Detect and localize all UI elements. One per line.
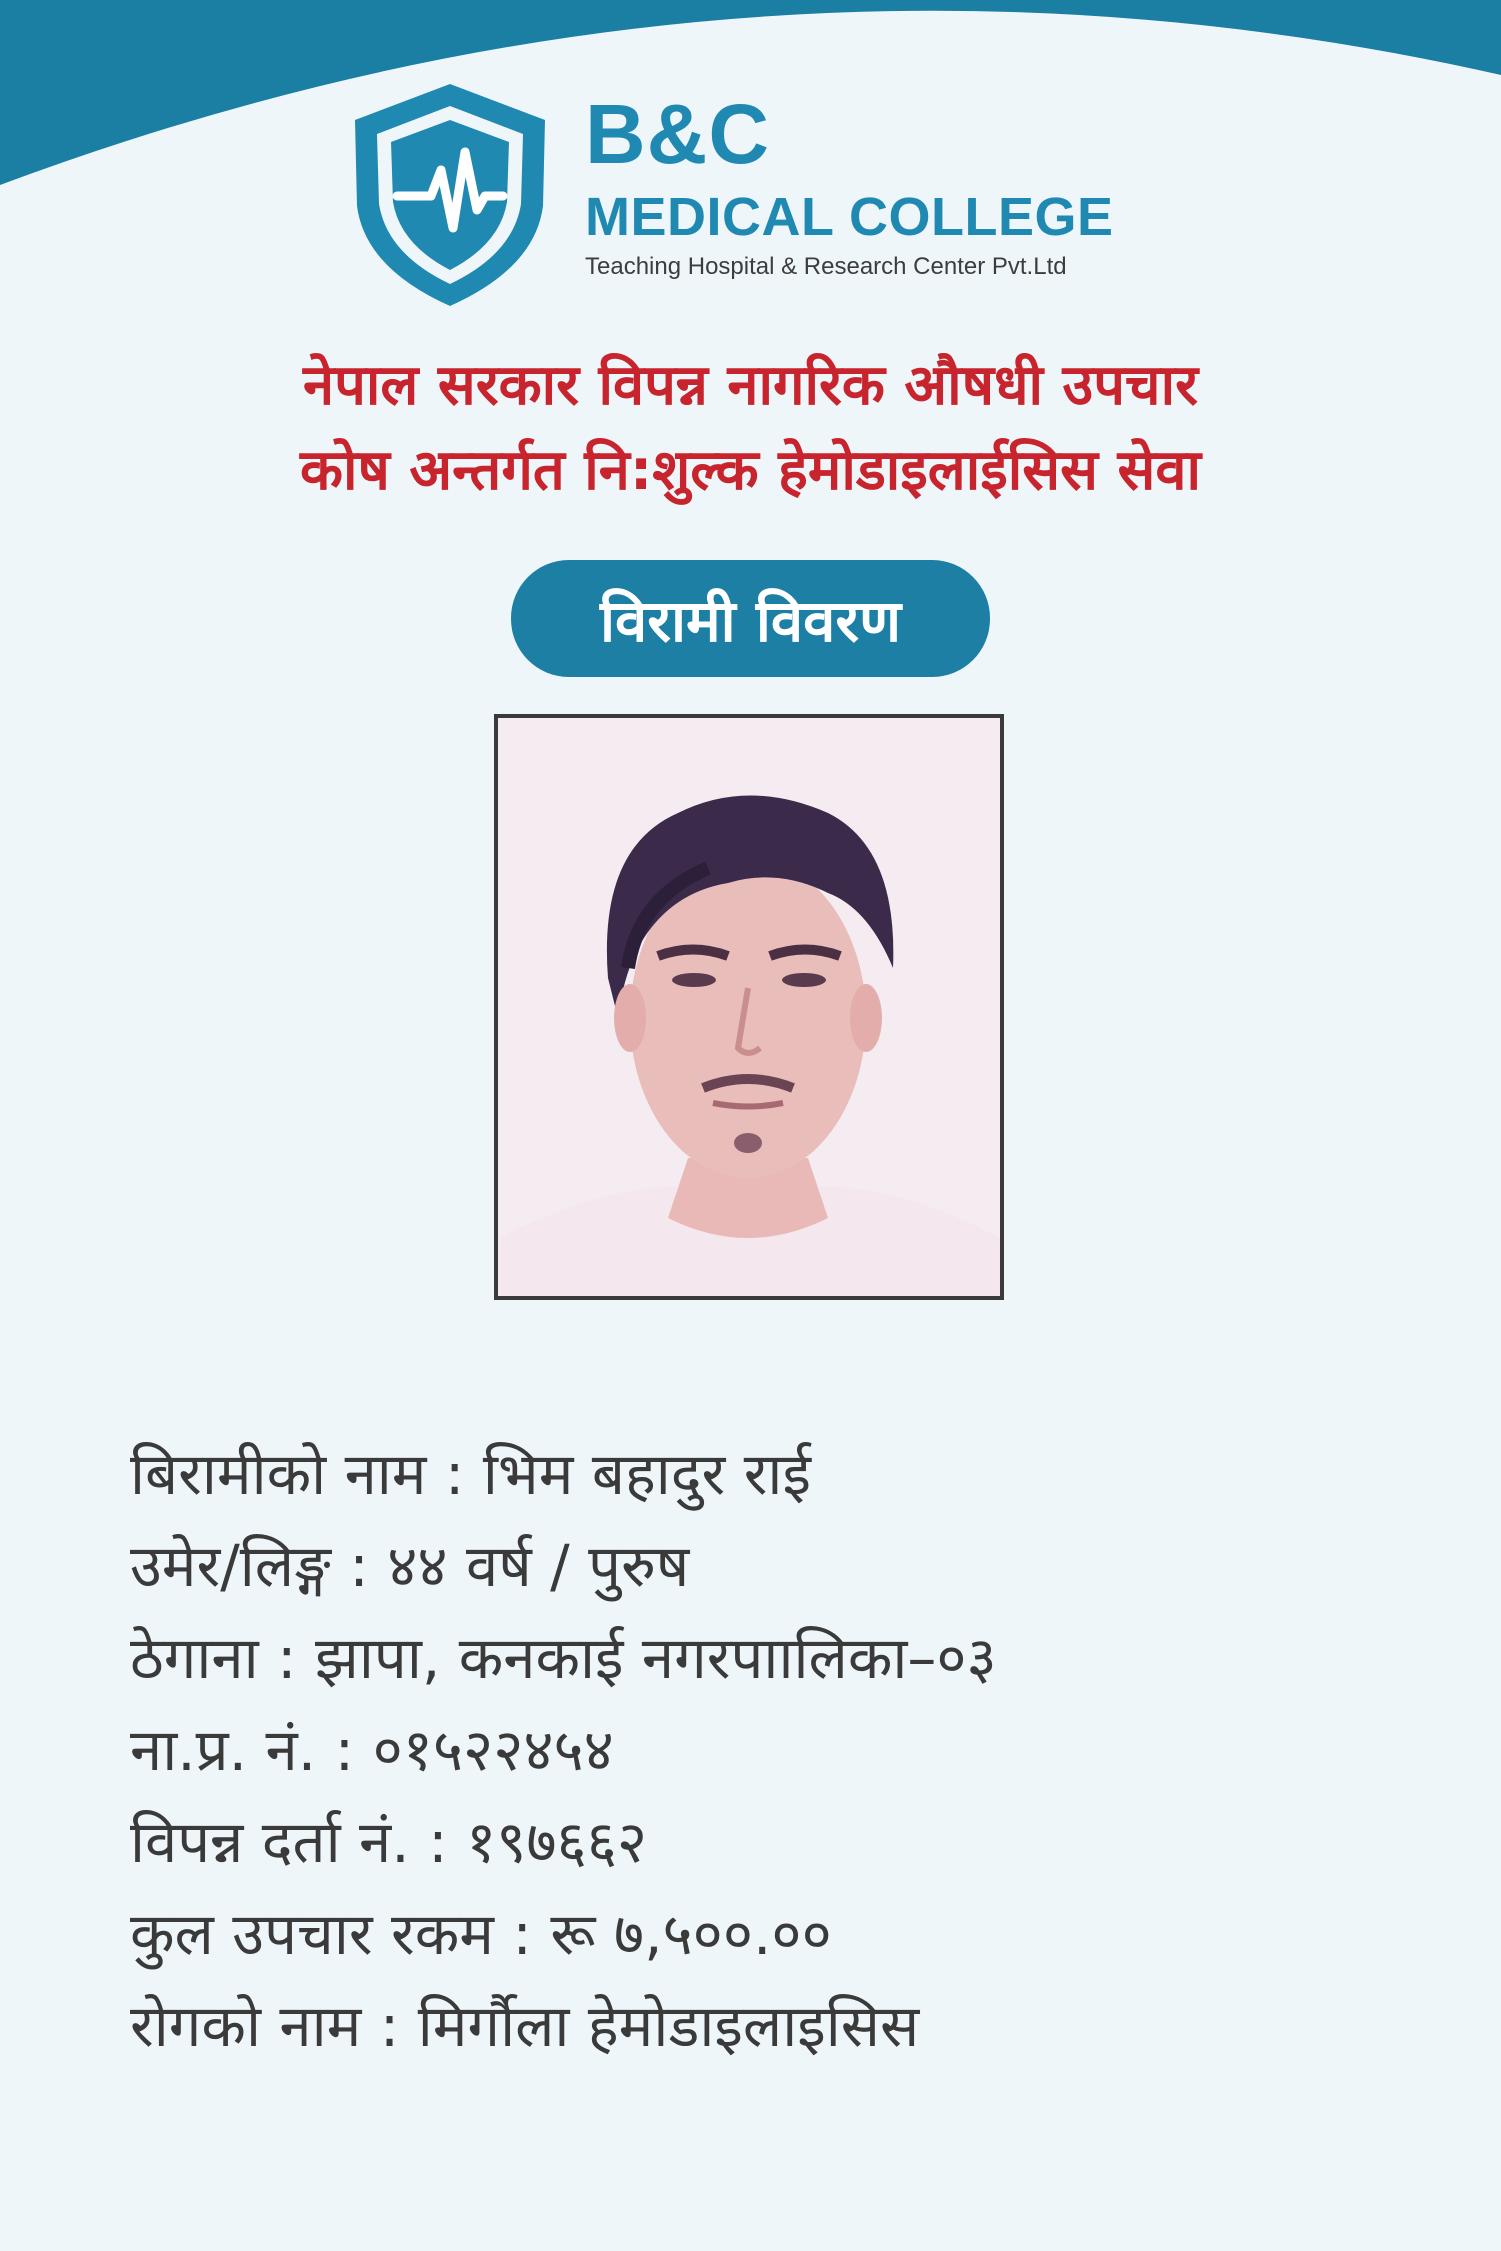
age-gender-row: उमेर/लिङ्ग : ४४ वर्ष / पुरुष [130, 1532, 690, 1600]
patient-photo [494, 714, 1004, 1300]
section-label-badge [511, 560, 990, 677]
shield-heartbeat-icon [345, 78, 555, 310]
brand-college-name: MEDICAL COLLEGE [585, 187, 1114, 247]
brand-name: B&C [585, 87, 770, 181]
citizenship-number-row: ना.प्र. नं. : ०१५२२४५४ [130, 1716, 614, 1784]
brand-tagline: Teaching Hospital & Research Center Pvt.Ltd [585, 253, 1067, 280]
disease-name-row: रोगको नाम : मिर्गौला हेमोडाइलाइसिस [130, 1992, 920, 2060]
registration-number-row: विपन्न दर्ता नं. : १९७६६२ [130, 1808, 648, 1876]
patient-name-row: बिरामीको नाम : भिम बहादुर राई [130, 1440, 811, 1508]
scheme-title-line-1: नेपाल सरकार विपन्न नागरिक औषधी उपचार [303, 353, 1198, 418]
treatment-amount-row: कुल उपचार रकम : रू ७,५००.०० [130, 1900, 832, 1968]
section-label: विरामी विवरण [599, 587, 902, 655]
address-row: ठेगाना : झापा, कनकाई नगरपाालिका–०३ [130, 1624, 997, 1692]
scheme-title-line-2: कोष अन्तर्गत नि:शुल्क हेमोडाइलाईसिस सेवा [300, 438, 1201, 503]
